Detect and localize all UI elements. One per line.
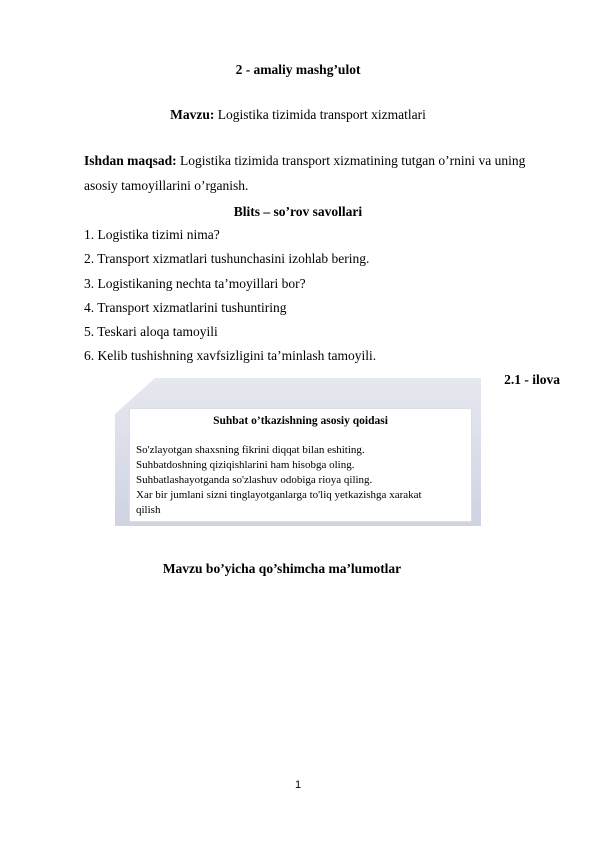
question-item: 5. Teskari aloqa tamoyili (84, 324, 218, 339)
rule-line: Suhbatdoshning qiziqishlarini ham hisobga oling. (136, 459, 355, 471)
rules-card (129, 408, 472, 522)
page-title: 2 - amaliy mashg’ulot (235, 62, 361, 77)
question-item: 2. Transport xizmatlari tushunchasini izohlab bering. (84, 251, 370, 266)
goal-label: Ishdan maqsad: (84, 153, 177, 168)
rule-line: Suhbatlashayotganda so'zlashuv odobiga rioya qiling. (136, 474, 373, 486)
question-item: 3. Logistikaning nechta ta’moyillari bor? (84, 276, 306, 291)
rules-card-body (130, 443, 471, 518)
question-item: 6. Kelib tushishning xavfsizligini ta’minlash tamoyili. (84, 348, 377, 363)
goal-line-2: asosiy tamoyillarini o’rganish. (84, 178, 249, 193)
rule-line: Xar bir jumlani sizni tinglayotganlarga to'liq yetkazishga xarakat (136, 489, 422, 501)
goal-text-1: Logistika tizimida transport xizmatining tutgan o’rnini va uning (176, 153, 526, 168)
topic-label: Mavzu: (170, 107, 215, 122)
rules-card-title: Suhbat o’tkazishning asosiy qoidasi (213, 415, 388, 427)
rule-line: So'zlayotgan shaxsning fikrini diqqat bilan eshiting. (136, 444, 365, 456)
blits-heading: Blits – so’rov savollari (233, 204, 363, 219)
question-item: 4. Transport xizmatlarini tushuntiring (84, 300, 287, 315)
rule-line: qilish (136, 504, 161, 516)
topic-line (0, 107, 596, 123)
extra-info-heading: Mavzu bo’yicha qo’shimcha ma’lumotlar (162, 561, 402, 576)
page-number: 1 (294, 779, 302, 791)
goal-line-1 (84, 153, 525, 169)
question-item: 1. Logistika tizimi nima? (84, 227, 220, 242)
appendix-label: 2.1 - ilova (504, 372, 560, 387)
topic-text: Logistika tizimida transport xizmatlari (214, 107, 426, 122)
